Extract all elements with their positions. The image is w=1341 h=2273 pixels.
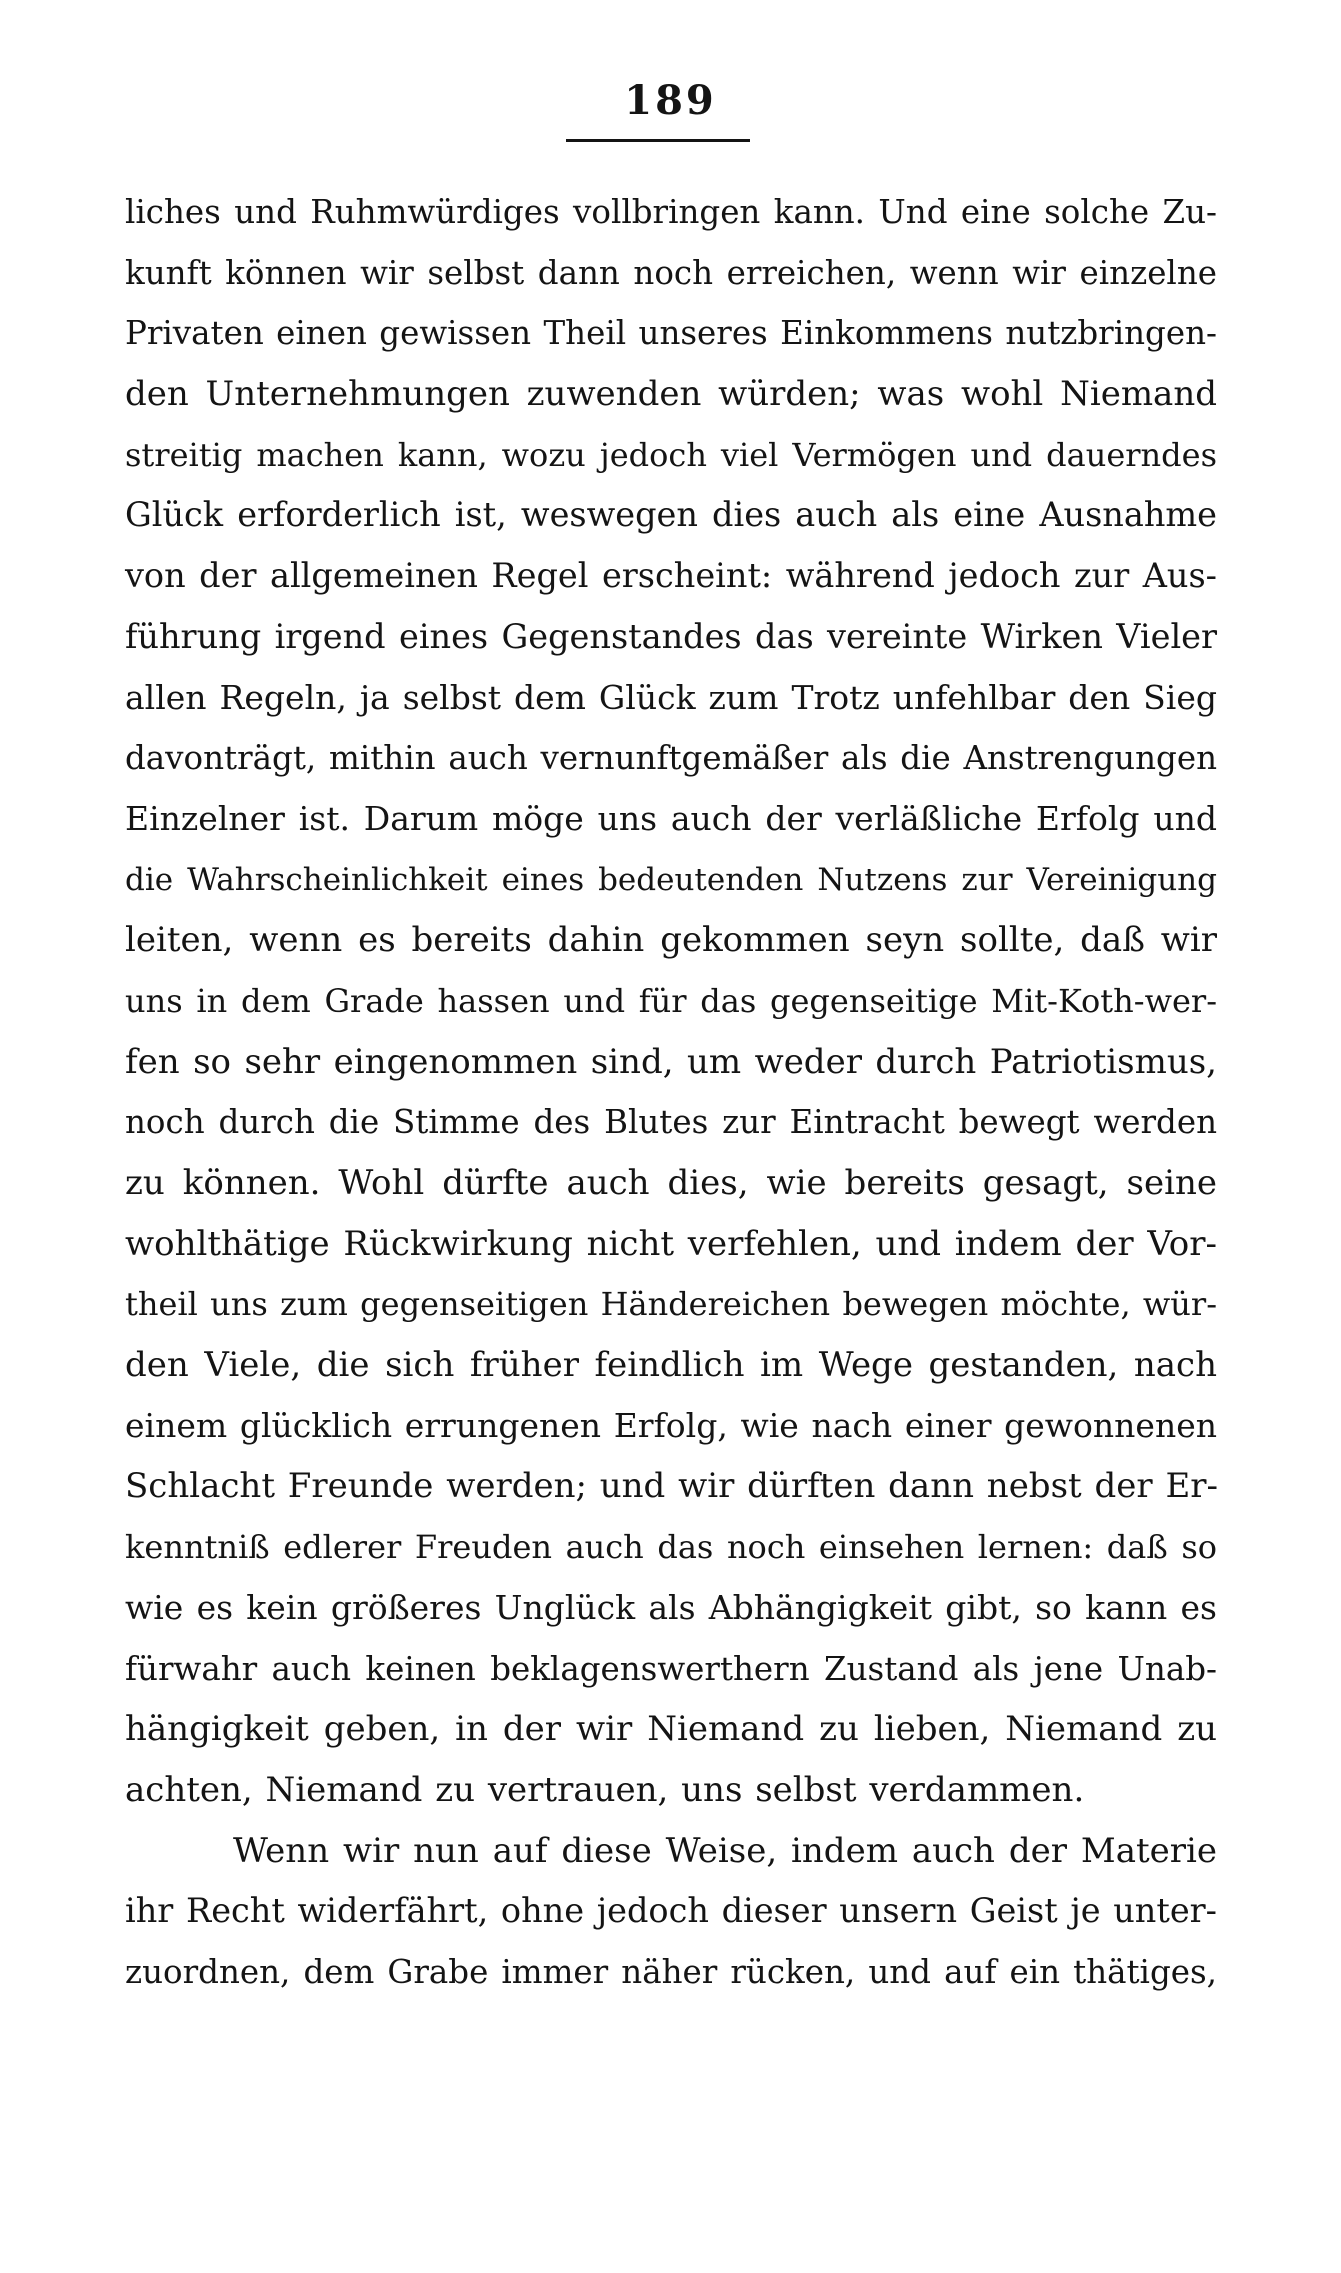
text-line: liches und Ruhmwürdiges vollbringen kann. Und eine solche Zu-	[125, 193, 1217, 231]
text-line: den Unternehmungen zuwenden würden; was wohl Niemand	[125, 374, 1217, 415]
text-line: Privaten einen gewissen Theil unseres Einkommens nutzbringen-	[125, 314, 1217, 353]
text-line: fen so sehr eingenommen sind, um weder durch Patriotismus,	[125, 1041, 1217, 1082]
text-line: wie es kein größeres Unglück als Abhängigkeit gibt, so kann es	[125, 1587, 1217, 1627]
text-line: die Wahrscheinlichkeit eines bedeutenden Nutzens zur Vereinigung	[125, 861, 1217, 898]
paragraph-start-line: Wenn wir nun auf diese Weise, indem auch der Materie	[233, 1830, 1217, 1871]
text-line: führung irgend eines Gegenstandes das vereinte Wirken Vieler	[125, 616, 1217, 656]
page-number: 189	[624, 77, 717, 124]
text-line: wohlthätige Rückwirkung nicht verfehlen, und indem der Vor-	[125, 1223, 1217, 1264]
text-line: fürwahr auch keinen beklagenswerthern Zustand als jene Unab-	[125, 1649, 1217, 1688]
text-line: zuordnen, dem Grabe immer näher rücken, und auf ein thätiges,	[125, 1952, 1217, 1991]
text-line: kenntniß edlerer Freuden auch das noch einsehen lernen: daß so	[125, 1528, 1217, 1567]
text-line: ihr Recht widerfährt, ohne jedoch dieser unsern Geist je unter-	[125, 1891, 1217, 1931]
text-line: noch durch die Stimme des Blutes zur Eintracht bewegt werden	[125, 1103, 1217, 1142]
body-text	[125, 182, 1217, 2003]
text-line: davonträgt, mithin auch vernunftgemäßer als die Anstrengungen	[125, 739, 1217, 778]
text-line: einem glücklich errungenen Erfolg, wie nach einer gewonnenen	[125, 1405, 1217, 1445]
text-line: Glück erforderlich ist, weswegen dies auch als eine Ausnahme	[125, 495, 1217, 535]
text-line: kunft können wir selbst dann noch erreichen, wenn wir einzelne	[125, 253, 1217, 292]
text-line: Schlacht Freunde werden; und wir dürften dann nebst der Er-	[125, 1466, 1219, 1507]
text-line: den Viele, die sich früher feindlich im Wege gestanden, nach	[125, 1345, 1217, 1386]
header-rule	[566, 139, 750, 142]
text-line: allen Regeln, ja selbst dem Glück zum Trotz unfehlbar den Sieg	[125, 677, 1217, 717]
text-line: uns in dem Grade hassen und für das gegenseitige Mit-Koth-wer-	[125, 981, 1217, 1020]
text-line: Einzelner ist. Darum möge uns auch der verläßliche Erfolg und	[125, 798, 1217, 838]
text-line: theil uns zum gegenseitigen Händereichen bewegen möchte, wür-	[125, 1285, 1217, 1324]
text-line: hängigkeit geben, in der wir Niemand zu lieben, Niemand zu	[125, 1709, 1217, 1750]
text-line: achten, Niemand zu vertrauen, uns selbst verdammen.	[125, 1769, 1085, 1810]
text-line: streitig machen kann, wozu jedoch viel Vermögen und dauerndes	[125, 435, 1217, 474]
text-line: leiten, wenn es bereits dahin gekommen seyn sollte, daß wir	[125, 920, 1217, 961]
text-line: zu können. Wohl dürfte auch dies, wie bereits gesagt, seine	[125, 1163, 1217, 1203]
text-line: von der allgemeinen Regel erscheint: während jedoch zur Aus-	[125, 556, 1217, 596]
